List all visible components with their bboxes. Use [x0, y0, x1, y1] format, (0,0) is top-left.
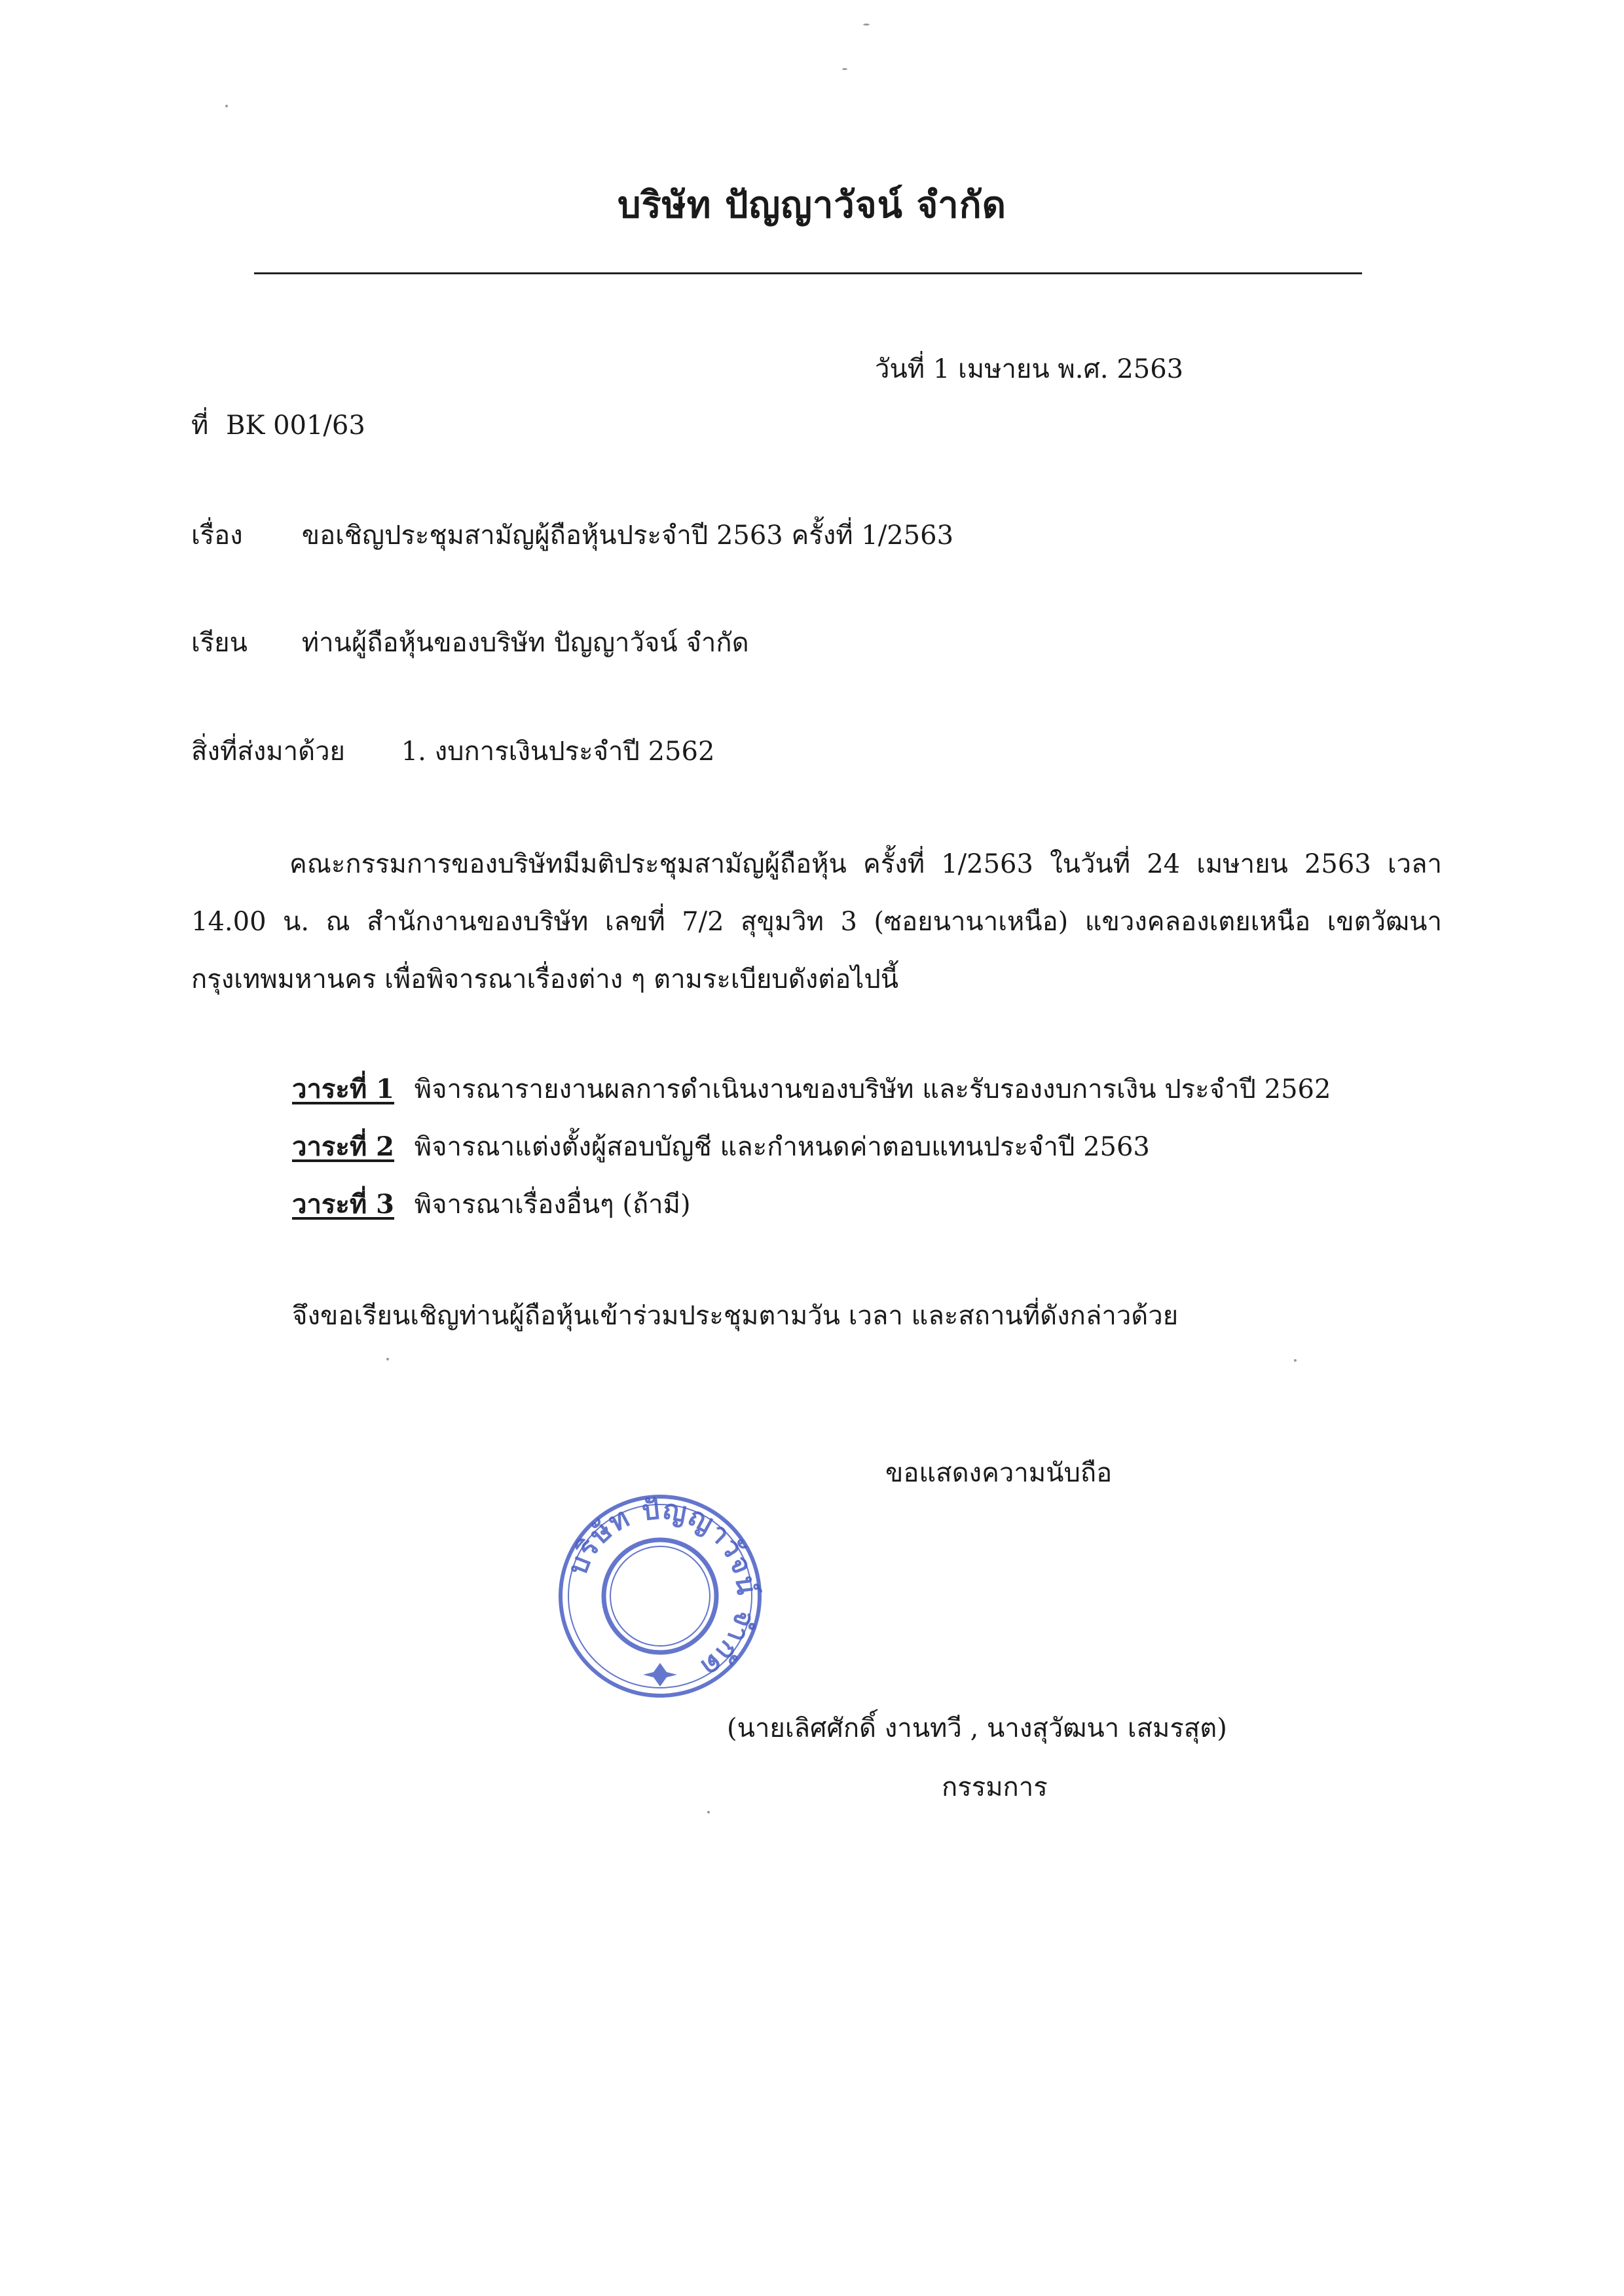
enclosure-text: 1. งบการเงินประจำปี 2562	[401, 737, 715, 767]
enclosure-row	[191, 736, 714, 767]
addressee-row	[191, 627, 749, 659]
agenda-item	[292, 1131, 1150, 1163]
agenda-item-text: พิจารณาแต่งตั้งผู้สอบบัญชี และกำหนดค่าตอบแทนประจำปี 2563	[414, 1132, 1150, 1162]
company-stamp-seal	[555, 1491, 765, 1701]
body-line-1: คณะกรรมการของบริษัทมีมติประชุมสามัญผู้ถือหุ้น ครั้งที่ 1/2563 ในวันที่ 24 เมษายน 2563 เวลา	[289, 849, 1442, 879]
body-line-3: กรุงเทพมหานคร เพื่อพิจารณาเรื่องต่าง ๆ ตามระเบียบดังต่อไปนี้	[191, 964, 899, 994]
reference-code: BK 001/63	[226, 410, 365, 441]
enclosure-label: สิ่งที่ส่งมาด้วย	[191, 737, 345, 767]
reference-number	[191, 410, 365, 441]
agenda-item	[292, 1189, 691, 1220]
subject-row	[191, 520, 953, 551]
stamp-emblem-icon	[643, 1663, 677, 1686]
agenda-item-label: วาระที่ 1	[292, 1074, 395, 1104]
company-title: บริษัท ปัญญาวัจน์ จำกัด	[618, 183, 1006, 227]
closing-paragraph: จึงขอเรียนเชิญท่านผู้ถือหุ้นเข้าร่วมประชุมตามวัน เวลา และสถานที่ดังกล่าวด้วย	[292, 1301, 1179, 1331]
svg-text:บริษัท ปัญญาวัจน์ จำกัด: บริษัท ปัญญาวัจน์ จำกัด	[561, 1493, 764, 1685]
agenda-item	[292, 1074, 1331, 1105]
subject-label: เรื่อง	[191, 520, 243, 551]
agenda-item-text: พิจารณารายงานผลการดำเนินงานของบริษัท และรับรองงบการเงิน ประจำปี 2562	[414, 1074, 1331, 1104]
header-rule	[254, 272, 1362, 274]
agenda-item-label: วาระที่ 2	[292, 1131, 395, 1162]
signatory-title: กรรมการ	[942, 1772, 1048, 1802]
letter-date: วันที่ 1 เมษายน พ.ศ. 2563	[875, 354, 1184, 384]
agenda-item-label: วาระที่ 3	[292, 1189, 395, 1220]
signatory-names: (นายเลิศศักดิ์ งานทวี , นางสุวัฒนา เสมรสุต)	[727, 1713, 1227, 1743]
subject-text: ขอเชิญประชุมสามัญผู้ถือหุ้นประจำปี 2563 ครั้งที่ 1/2563	[301, 520, 954, 551]
body-line-2: 14.00 น. ณ สำนักงานของบริษัท เลขที่ 7/2 สุขุมวิท 3 (ซอยนานาเหนือ) แขวงคลองเตยเหนือ เขตวัฒนา	[191, 907, 1442, 937]
reference-prefix: ที่	[191, 410, 209, 441]
sign-off: ขอแสดงความนับถือ	[885, 1458, 1113, 1488]
agenda-item-text: พิจารณาเรื่องอื่นๆ (ถ้ามี)	[414, 1190, 691, 1220]
addressee-label: เรียน	[191, 628, 248, 658]
addressee-text: ท่านผู้ถือหุ้นของบริษัท ปัญญาวัจน์ จำกัด	[301, 628, 749, 658]
